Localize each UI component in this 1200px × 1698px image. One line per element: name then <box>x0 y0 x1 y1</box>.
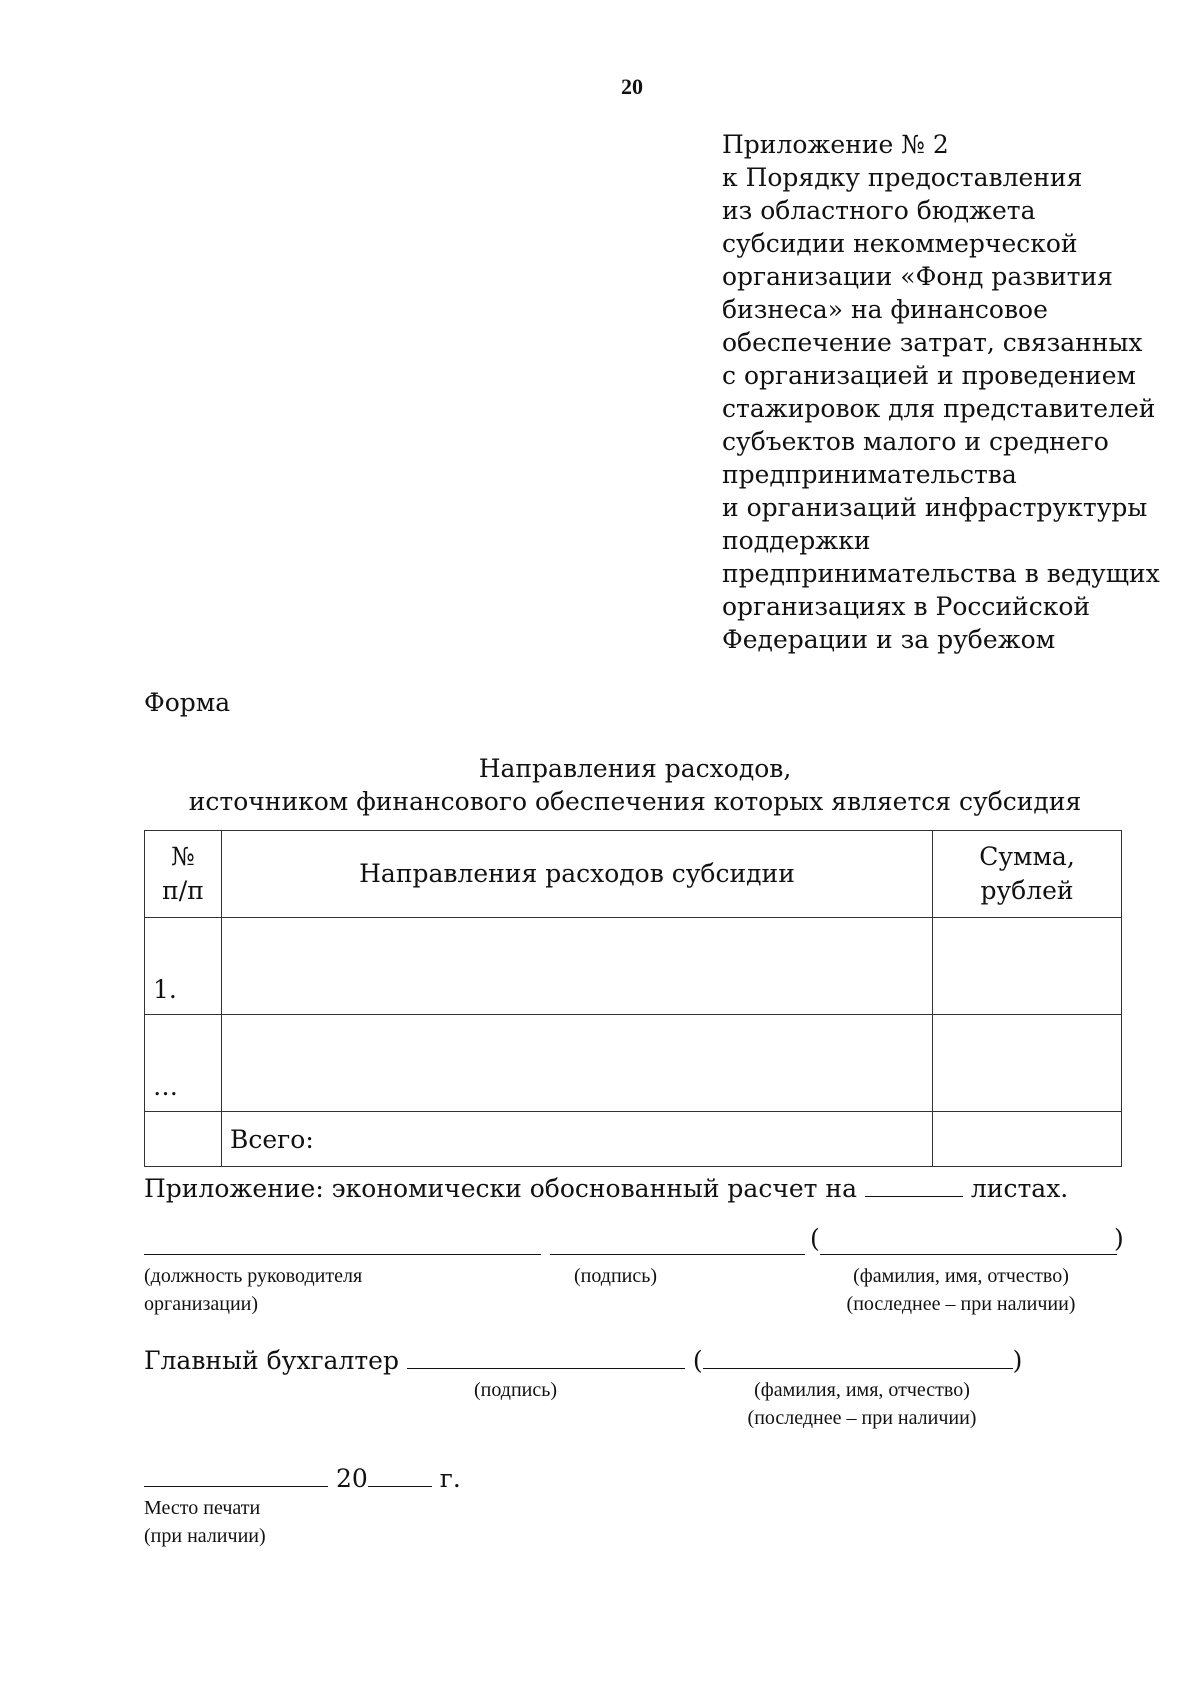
stamp-caption: Место печати (при наличии) <box>144 1497 266 1547</box>
accountant-name-blank[interactable] <box>703 1342 1013 1369</box>
appendix-reference-block <box>722 128 1160 656</box>
appendix-line: предпринимательства в ведущих <box>722 559 1160 588</box>
title-line-1: Направления расходов, <box>478 754 792 783</box>
table-total-row <box>145 1112 1122 1167</box>
paren-open: ( <box>810 1224 820 1253</box>
attachment-line <box>144 1170 1068 1203</box>
sheets-count-blank[interactable] <box>865 1170 963 1197</box>
table-row <box>145 1015 1122 1112</box>
header-sum: Сумма, рублей <box>933 831 1122 918</box>
row-sum[interactable] <box>933 1015 1122 1112</box>
attachment-prefix: Приложение: экономически обоснованный расчет на <box>144 1174 858 1203</box>
year-prefix: 20 <box>335 1464 368 1493</box>
table-row <box>145 918 1122 1015</box>
table-header-row <box>145 831 1122 918</box>
page-number: 20 <box>621 74 643 99</box>
director-name-caption: (фамилия, имя, отчество) (последнее – при наличии) <box>846 1265 1076 1315</box>
appendix-line: организации «Фонд развития <box>722 262 1113 291</box>
paren-close: ) <box>1114 1224 1124 1253</box>
date-line <box>144 1460 461 1493</box>
appendix-line: организациях в Российской <box>722 592 1091 621</box>
paren-open: ( <box>692 1346 703 1375</box>
total-number-cell <box>145 1112 222 1167</box>
director-position-blank[interactable] <box>144 1228 541 1255</box>
appendix-line: субъектов малого и среднего <box>722 427 1109 456</box>
appendix-line: предпринимательства <box>722 460 1017 489</box>
row-direction[interactable] <box>222 918 933 1015</box>
appendix-line: из областного бюджета <box>722 196 1036 225</box>
appendix-line: и организаций инфраструктуры <box>722 493 1148 522</box>
accountant-signature-line <box>144 1342 1022 1375</box>
director-signature-line <box>144 1224 1124 1258</box>
appendix-line: к Порядку предоставления <box>722 163 1083 192</box>
form-label: Форма <box>144 688 231 717</box>
appendix-line: стажировок для представителей <box>722 394 1156 423</box>
director-signature-blank[interactable] <box>550 1228 805 1255</box>
appendix-line: поддержки <box>722 526 871 555</box>
row-number: 1. <box>145 918 222 1015</box>
row-sum[interactable] <box>933 918 1122 1015</box>
director-signature-caption: (подпись) <box>574 1265 658 1287</box>
total-sum[interactable] <box>933 1112 1122 1167</box>
title-line-2: источником финансового обеспечения которых является субсидия <box>188 787 1082 816</box>
appendix-line: Федерации и за рубежом <box>722 625 1056 654</box>
appendix-line: Приложение № 2 <box>722 130 949 159</box>
appendix-line: обеспечение затрат, связанных <box>722 328 1143 357</box>
row-direction[interactable] <box>222 1015 933 1112</box>
accountant-signature-blank[interactable] <box>407 1342 685 1369</box>
appendix-line: с организацией и проведением <box>722 361 1136 390</box>
appendix-line: субсидии некоммерческой <box>722 229 1078 258</box>
row-number: … <box>145 1015 222 1112</box>
total-label: Всего: <box>222 1112 933 1167</box>
director-name-blank[interactable] <box>820 1228 1117 1255</box>
date-day-month-blank[interactable] <box>144 1460 328 1487</box>
year-blank[interactable] <box>368 1460 432 1487</box>
document-title <box>130 752 1140 818</box>
header-number: № п/п <box>145 831 222 918</box>
appendix-line: бизнеса» на финансовое <box>722 295 1048 324</box>
accountant-name-caption: (фамилия, имя, отчество) (последнее – при наличии) <box>747 1379 977 1429</box>
director-position-caption: (должность руководителя организации) <box>144 1265 363 1315</box>
expense-directions-table <box>144 830 1122 1167</box>
header-direction: Направления расходов субсидии <box>222 831 933 918</box>
year-suffix: г. <box>439 1464 461 1493</box>
paren-close: ) <box>1012 1346 1023 1375</box>
accountant-signature-caption: (подпись) <box>474 1379 558 1401</box>
accountant-label: Главный бухгалтер <box>144 1346 399 1375</box>
attachment-suffix: листах. <box>970 1174 1069 1203</box>
